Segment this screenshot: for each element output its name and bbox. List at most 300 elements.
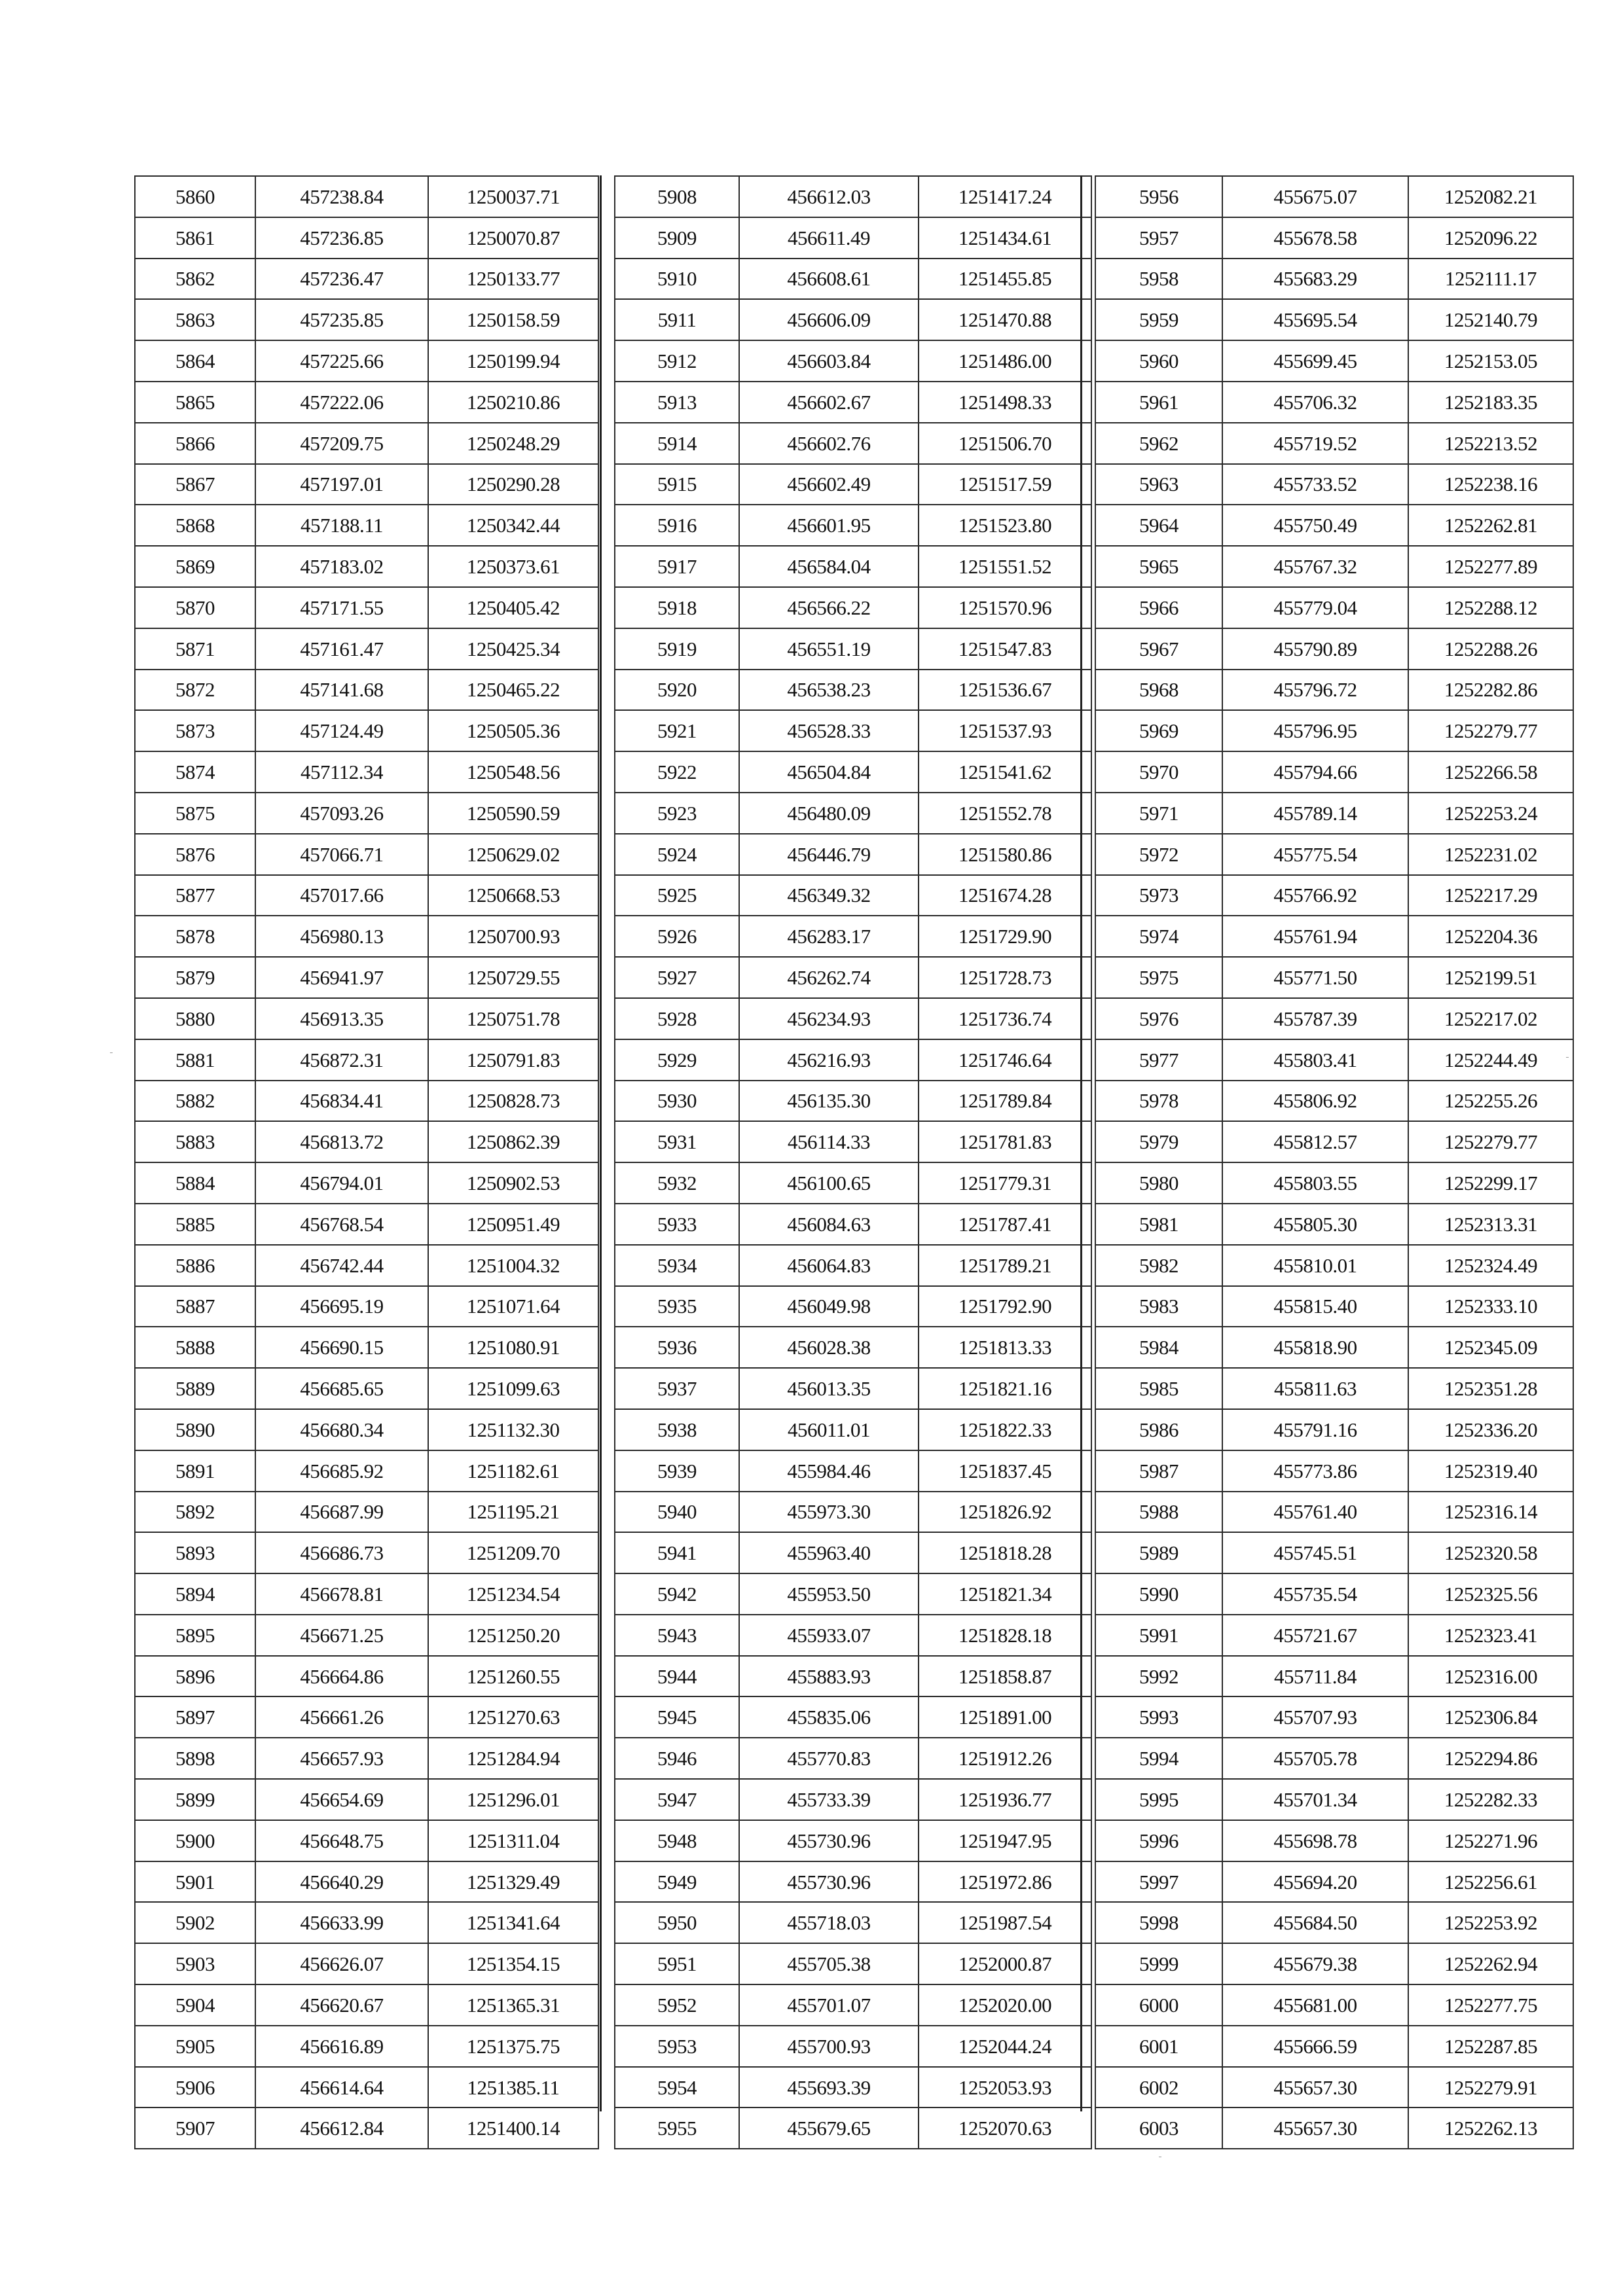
point-id-cell: 6003 xyxy=(1095,2108,1222,2149)
point-id-cell: 5986 xyxy=(1095,1409,1222,1450)
x-coordinate-cell: 456349.32 xyxy=(739,875,919,916)
table-row xyxy=(615,751,1091,793)
y-coordinate-cell: 1252313.31 xyxy=(1408,1204,1573,1245)
y-coordinate-cell: 1252294.86 xyxy=(1408,1738,1573,1779)
point-id-cell: 5947 xyxy=(615,1779,739,1820)
table-row xyxy=(1095,1450,1573,1492)
table-row xyxy=(135,628,598,670)
point-id-cell: 5972 xyxy=(1095,834,1222,875)
point-id-cell: 5952 xyxy=(615,1984,739,2026)
point-id-cell: 5864 xyxy=(135,340,255,382)
x-coordinate-cell: 455779.04 xyxy=(1222,587,1408,628)
table-row xyxy=(615,587,1091,628)
table-row xyxy=(1095,1204,1573,1245)
table-row xyxy=(135,1081,598,1122)
point-id-cell: 5923 xyxy=(615,793,739,834)
y-coordinate-cell: 1251234.54 xyxy=(428,1573,598,1615)
point-id-cell: 5906 xyxy=(135,2067,255,2108)
x-coordinate-cell: 456064.83 xyxy=(739,1245,919,1286)
point-id-cell: 5998 xyxy=(1095,1902,1222,1943)
coordinate-table-block-1 xyxy=(134,175,599,2149)
y-coordinate-cell: 1250037.71 xyxy=(428,176,598,217)
y-coordinate-cell: 1251781.83 xyxy=(919,1121,1091,1162)
table-row xyxy=(135,382,598,423)
y-coordinate-cell: 1252319.40 xyxy=(1408,1450,1573,1492)
table-row xyxy=(135,1409,598,1450)
point-id-cell: 5937 xyxy=(615,1368,739,1409)
table-row xyxy=(615,423,1091,464)
table-row xyxy=(135,1204,598,1245)
y-coordinate-cell: 1251341.64 xyxy=(428,1902,598,1943)
y-coordinate-cell: 1252279.77 xyxy=(1408,710,1573,751)
point-id-cell: 5895 xyxy=(135,1615,255,1656)
point-id-cell: 5992 xyxy=(1095,1656,1222,1697)
point-id-cell: 5876 xyxy=(135,834,255,875)
y-coordinate-cell: 1251822.33 xyxy=(919,1409,1091,1450)
x-coordinate-cell: 455678.58 xyxy=(1222,217,1408,259)
y-coordinate-cell: 1252351.28 xyxy=(1408,1368,1573,1409)
point-id-cell: 5865 xyxy=(135,382,255,423)
y-coordinate-cell: 1252070.63 xyxy=(919,2108,1091,2149)
y-coordinate-cell: 1252345.09 xyxy=(1408,1327,1573,1368)
x-coordinate-cell: 455803.55 xyxy=(1222,1162,1408,1204)
y-coordinate-cell: 1252316.14 xyxy=(1408,1492,1573,1533)
x-coordinate-cell: 455657.30 xyxy=(1222,2108,1408,2149)
y-coordinate-cell: 1251551.52 xyxy=(919,546,1091,587)
x-coordinate-cell: 456100.65 xyxy=(739,1162,919,1204)
y-coordinate-cell: 1251547.83 xyxy=(919,628,1091,670)
coordinate-table-block-3 xyxy=(1095,175,1574,2149)
point-id-cell: 5997 xyxy=(1095,1861,1222,1903)
point-id-cell: 5991 xyxy=(1095,1615,1222,1656)
x-coordinate-cell: 456608.61 xyxy=(739,259,919,300)
x-coordinate-cell: 455787.39 xyxy=(1222,998,1408,1039)
table-row xyxy=(135,1696,598,1738)
y-coordinate-cell: 1250590.59 xyxy=(428,793,598,834)
table-row xyxy=(135,1492,598,1533)
x-coordinate-cell: 455700.93 xyxy=(739,2026,919,2067)
x-coordinate-cell: 456114.33 xyxy=(739,1121,919,1162)
point-id-cell: 5931 xyxy=(615,1121,739,1162)
point-id-cell: 5863 xyxy=(135,299,255,340)
table-row xyxy=(135,1121,598,1162)
x-coordinate-cell: 455694.20 xyxy=(1222,1861,1408,1903)
table-row xyxy=(615,1861,1091,1903)
point-id-cell: 5940 xyxy=(615,1492,739,1533)
y-coordinate-cell: 1250342.44 xyxy=(428,505,598,546)
table-row xyxy=(1095,1327,1573,1368)
y-coordinate-cell: 1252020.00 xyxy=(919,1984,1091,2026)
x-coordinate-cell: 455806.92 xyxy=(1222,1081,1408,1122)
table-row xyxy=(135,793,598,834)
table-row xyxy=(135,340,598,382)
y-coordinate-cell: 1251789.84 xyxy=(919,1081,1091,1122)
x-coordinate-cell: 455773.86 xyxy=(1222,1450,1408,1492)
point-id-cell: 5982 xyxy=(1095,1245,1222,1286)
y-coordinate-cell: 1251434.61 xyxy=(919,217,1091,259)
y-coordinate-cell: 1251080.91 xyxy=(428,1327,598,1368)
x-coordinate-cell: 456504.84 xyxy=(739,751,919,793)
table-row xyxy=(1095,1245,1573,1286)
x-coordinate-cell: 456538.23 xyxy=(739,670,919,711)
table-row xyxy=(1095,751,1573,793)
point-id-cell: 5874 xyxy=(135,751,255,793)
point-id-cell: 5959 xyxy=(1095,299,1222,340)
y-coordinate-cell: 1251813.33 xyxy=(919,1327,1091,1368)
x-coordinate-cell: 456680.34 xyxy=(255,1409,428,1450)
x-coordinate-cell: 455933.07 xyxy=(739,1615,919,1656)
y-coordinate-cell: 1252282.86 xyxy=(1408,670,1573,711)
point-id-cell: 5996 xyxy=(1095,1820,1222,1861)
table-row xyxy=(135,1162,598,1204)
x-coordinate-cell: 455735.54 xyxy=(1222,1573,1408,1615)
x-coordinate-cell: 456686.73 xyxy=(255,1532,428,1573)
x-coordinate-cell: 456794.01 xyxy=(255,1162,428,1204)
table-row xyxy=(1095,340,1573,382)
x-coordinate-cell: 457161.47 xyxy=(255,628,428,670)
table-row xyxy=(135,751,598,793)
table-row xyxy=(1095,834,1573,875)
table-row xyxy=(615,628,1091,670)
table-row xyxy=(1095,2067,1573,2108)
y-coordinate-cell: 1251250.20 xyxy=(428,1615,598,1656)
point-id-cell: 5892 xyxy=(135,1492,255,1533)
x-coordinate-cell: 455835.06 xyxy=(739,1696,919,1738)
point-id-cell: 5962 xyxy=(1095,423,1222,464)
y-coordinate-cell: 1250425.34 xyxy=(428,628,598,670)
y-coordinate-cell: 1251792.90 xyxy=(919,1286,1091,1327)
point-id-cell: 5979 xyxy=(1095,1121,1222,1162)
y-coordinate-cell: 1251004.32 xyxy=(428,1245,598,1286)
point-id-cell: 5930 xyxy=(615,1081,739,1122)
point-id-cell: 5976 xyxy=(1095,998,1222,1039)
y-coordinate-cell: 1251828.18 xyxy=(919,1615,1091,1656)
table-row xyxy=(615,1984,1091,2026)
point-id-cell: 5922 xyxy=(615,751,739,793)
point-id-cell: 5903 xyxy=(135,1943,255,1984)
table-row xyxy=(1095,1615,1573,1656)
x-coordinate-cell: 457238.84 xyxy=(255,176,428,217)
x-coordinate-cell: 455681.00 xyxy=(1222,1984,1408,2026)
point-id-cell: 5965 xyxy=(1095,546,1222,587)
y-coordinate-cell: 1252111.17 xyxy=(1408,259,1573,300)
table-row xyxy=(615,957,1091,998)
y-coordinate-cell: 1251498.33 xyxy=(919,382,1091,423)
table-row xyxy=(615,1286,1091,1327)
y-coordinate-cell: 1252082.21 xyxy=(1408,176,1573,217)
point-id-cell: 5884 xyxy=(135,1162,255,1204)
y-coordinate-cell: 1251537.93 xyxy=(919,710,1091,751)
point-id-cell: 5891 xyxy=(135,1450,255,1492)
point-id-cell: 5966 xyxy=(1095,587,1222,628)
table-row xyxy=(135,1615,598,1656)
table-row xyxy=(135,1656,598,1697)
point-id-cell: 5977 xyxy=(1095,1039,1222,1081)
y-coordinate-cell: 1251455.85 xyxy=(919,259,1091,300)
x-coordinate-cell: 455705.38 xyxy=(739,1943,919,1984)
point-id-cell: 5968 xyxy=(1095,670,1222,711)
x-coordinate-cell: 456135.30 xyxy=(739,1081,919,1122)
x-coordinate-cell: 455818.90 xyxy=(1222,1327,1408,1368)
x-coordinate-cell: 456584.04 xyxy=(739,546,919,587)
table-row xyxy=(135,710,598,751)
table-row xyxy=(615,217,1091,259)
point-id-cell: 5887 xyxy=(135,1286,255,1327)
table-row xyxy=(1095,1532,1573,1573)
y-coordinate-cell: 1251570.96 xyxy=(919,587,1091,628)
x-coordinate-cell: 456657.93 xyxy=(255,1738,428,1779)
point-id-cell: 5941 xyxy=(615,1532,739,1573)
table-row xyxy=(615,1492,1091,1533)
y-coordinate-cell: 1251541.62 xyxy=(919,751,1091,793)
x-coordinate-cell: 457124.49 xyxy=(255,710,428,751)
point-id-cell: 5932 xyxy=(615,1162,739,1204)
point-id-cell: 5899 xyxy=(135,1779,255,1820)
x-coordinate-cell: 455973.30 xyxy=(739,1492,919,1533)
table-row xyxy=(615,834,1091,875)
table-row xyxy=(135,1943,598,1984)
y-coordinate-cell: 1251296.01 xyxy=(428,1779,598,1820)
x-coordinate-cell: 455730.96 xyxy=(739,1861,919,1903)
table-row xyxy=(615,1615,1091,1656)
point-id-cell: 5870 xyxy=(135,587,255,628)
x-coordinate-cell: 456626.07 xyxy=(255,1943,428,1984)
x-coordinate-cell: 455796.72 xyxy=(1222,670,1408,711)
point-id-cell: 5901 xyxy=(135,1861,255,1903)
point-id-cell: 5944 xyxy=(615,1656,739,1697)
x-coordinate-cell: 457183.02 xyxy=(255,546,428,587)
x-coordinate-cell: 455771.50 xyxy=(1222,957,1408,998)
x-coordinate-cell: 457188.11 xyxy=(255,505,428,546)
table-row xyxy=(1095,1081,1573,1122)
x-coordinate-cell: 455805.30 xyxy=(1222,1204,1408,1245)
x-coordinate-cell: 456872.31 xyxy=(255,1039,428,1081)
y-coordinate-cell: 1251270.63 xyxy=(428,1696,598,1738)
point-id-cell: 5868 xyxy=(135,505,255,546)
y-coordinate-cell: 1252140.79 xyxy=(1408,299,1573,340)
point-id-cell: 5960 xyxy=(1095,340,1222,382)
table-row xyxy=(615,176,1091,217)
y-coordinate-cell: 1251912.26 xyxy=(919,1738,1091,1779)
point-id-cell: 5881 xyxy=(135,1039,255,1081)
y-coordinate-cell: 1251728.73 xyxy=(919,957,1091,998)
y-coordinate-cell: 1252183.35 xyxy=(1408,382,1573,423)
y-coordinate-cell: 1251071.64 xyxy=(428,1286,598,1327)
y-coordinate-cell: 1251209.70 xyxy=(428,1532,598,1573)
point-id-cell: 5928 xyxy=(615,998,739,1039)
x-coordinate-cell: 455750.49 xyxy=(1222,505,1408,546)
x-coordinate-cell: 455791.16 xyxy=(1222,1409,1408,1450)
x-coordinate-cell: 455733.52 xyxy=(1222,464,1408,505)
y-coordinate-cell: 1251674.28 xyxy=(919,875,1091,916)
table-row xyxy=(135,546,598,587)
point-id-cell: 5869 xyxy=(135,546,255,587)
x-coordinate-cell: 455701.07 xyxy=(739,1984,919,2026)
x-coordinate-cell: 456049.98 xyxy=(739,1286,919,1327)
table-row xyxy=(1095,1286,1573,1327)
y-coordinate-cell: 1251987.54 xyxy=(919,1902,1091,1943)
point-id-cell: 5905 xyxy=(135,2026,255,2067)
table-row xyxy=(1095,710,1573,751)
y-coordinate-cell: 1252053.93 xyxy=(919,2067,1091,2108)
table-row xyxy=(1095,1409,1573,1450)
point-id-cell: 5949 xyxy=(615,1861,739,1903)
x-coordinate-cell: 455775.54 xyxy=(1222,834,1408,875)
y-coordinate-cell: 1252320.58 xyxy=(1408,1532,1573,1573)
x-coordinate-cell: 456283.17 xyxy=(739,916,919,957)
point-id-cell: 5860 xyxy=(135,176,255,217)
point-id-cell: 5939 xyxy=(615,1450,739,1492)
point-id-cell: 5989 xyxy=(1095,1532,1222,1573)
y-coordinate-cell: 1252262.81 xyxy=(1408,505,1573,546)
table-row xyxy=(1095,423,1573,464)
point-id-cell: 5916 xyxy=(615,505,739,546)
y-coordinate-cell: 1251818.28 xyxy=(919,1532,1091,1573)
table-row xyxy=(1095,1861,1573,1903)
table-row xyxy=(615,2026,1091,2067)
y-coordinate-cell: 1252244.49 xyxy=(1408,1039,1573,1081)
column-divider xyxy=(1080,175,1082,2111)
x-coordinate-cell: 455698.78 xyxy=(1222,1820,1408,1861)
y-coordinate-cell: 1251260.55 xyxy=(428,1656,598,1697)
table-row xyxy=(615,875,1091,916)
y-coordinate-cell: 1251375.75 xyxy=(428,2026,598,2067)
x-coordinate-cell: 456685.92 xyxy=(255,1450,428,1492)
x-coordinate-cell: 455721.67 xyxy=(1222,1615,1408,1656)
x-coordinate-cell: 455953.50 xyxy=(739,1573,919,1615)
point-id-cell: 5871 xyxy=(135,628,255,670)
point-id-cell: 6000 xyxy=(1095,1984,1222,2026)
table-row xyxy=(1095,628,1573,670)
table-row xyxy=(135,1779,598,1820)
table-row xyxy=(135,834,598,875)
table-row xyxy=(615,670,1091,711)
y-coordinate-cell: 1252279.91 xyxy=(1408,2067,1573,2108)
x-coordinate-cell: 455701.34 xyxy=(1222,1779,1408,1820)
point-id-cell: 5935 xyxy=(615,1286,739,1327)
point-id-cell: 5907 xyxy=(135,2108,255,2149)
y-coordinate-cell: 1250133.77 xyxy=(428,259,598,300)
x-coordinate-cell: 455811.63 xyxy=(1222,1368,1408,1409)
table-row xyxy=(1095,1121,1573,1162)
point-id-cell: 5877 xyxy=(135,875,255,916)
y-coordinate-cell: 1251736.74 xyxy=(919,998,1091,1039)
x-coordinate-cell: 456611.49 xyxy=(739,217,919,259)
point-id-cell: 5885 xyxy=(135,1204,255,1245)
point-id-cell: 5995 xyxy=(1095,1779,1222,1820)
y-coordinate-cell: 1251365.31 xyxy=(428,1984,598,2026)
y-coordinate-cell: 1252277.89 xyxy=(1408,546,1573,587)
point-id-cell: 6001 xyxy=(1095,2026,1222,2067)
x-coordinate-cell: 456685.65 xyxy=(255,1368,428,1409)
table-row xyxy=(1095,464,1573,505)
table-row xyxy=(615,1450,1091,1492)
y-coordinate-cell: 1252299.17 xyxy=(1408,1162,1573,1204)
x-coordinate-cell: 456480.09 xyxy=(739,793,919,834)
table-row xyxy=(1095,2108,1573,2149)
table-row xyxy=(615,1204,1091,1245)
table-row xyxy=(135,875,598,916)
point-id-cell: 5999 xyxy=(1095,1943,1222,1984)
table-row xyxy=(1095,1943,1573,1984)
y-coordinate-cell: 1251821.16 xyxy=(919,1368,1091,1409)
y-coordinate-cell: 1251821.34 xyxy=(919,1573,1091,1615)
y-coordinate-cell: 1252231.02 xyxy=(1408,834,1573,875)
point-id-cell: 5890 xyxy=(135,1409,255,1450)
table-row xyxy=(135,1532,598,1573)
table-row xyxy=(135,2108,598,2149)
point-id-cell: 5967 xyxy=(1095,628,1222,670)
x-coordinate-cell: 456648.75 xyxy=(255,1820,428,1861)
y-coordinate-cell: 1252288.26 xyxy=(1408,628,1573,670)
table-row xyxy=(1095,1368,1573,1409)
y-coordinate-cell: 1252324.49 xyxy=(1408,1245,1573,1286)
column-divider xyxy=(600,175,602,2111)
table-row xyxy=(135,998,598,1039)
x-coordinate-cell: 456614.64 xyxy=(255,2067,428,2108)
point-id-cell: 5889 xyxy=(135,1368,255,1409)
x-coordinate-cell: 456262.74 xyxy=(739,957,919,998)
point-id-cell: 5912 xyxy=(615,340,739,382)
y-coordinate-cell: 1250548.56 xyxy=(428,751,598,793)
point-id-cell: 5980 xyxy=(1095,1162,1222,1204)
y-coordinate-cell: 1251787.41 xyxy=(919,1204,1091,1245)
x-coordinate-cell: 455683.29 xyxy=(1222,259,1408,300)
point-id-cell: 5925 xyxy=(615,875,739,916)
point-id-cell: 5878 xyxy=(135,916,255,957)
y-coordinate-cell: 1252217.02 xyxy=(1408,998,1573,1039)
table-row xyxy=(615,1738,1091,1779)
table-row xyxy=(1095,382,1573,423)
x-coordinate-cell: 456612.03 xyxy=(739,176,919,217)
point-id-cell: 5958 xyxy=(1095,259,1222,300)
table-row xyxy=(135,464,598,505)
x-coordinate-cell: 455883.93 xyxy=(739,1656,919,1697)
point-id-cell: 5913 xyxy=(615,382,739,423)
x-coordinate-cell: 456084.63 xyxy=(739,1204,919,1245)
point-id-cell: 5983 xyxy=(1095,1286,1222,1327)
point-id-cell: 5938 xyxy=(615,1409,739,1450)
x-coordinate-cell: 455675.07 xyxy=(1222,176,1408,217)
table-row xyxy=(135,176,598,217)
point-id-cell: 5883 xyxy=(135,1121,255,1162)
point-id-cell: 5942 xyxy=(615,1573,739,1615)
y-coordinate-cell: 1251729.90 xyxy=(919,916,1091,957)
table-row xyxy=(615,505,1091,546)
x-coordinate-cell: 456602.67 xyxy=(739,382,919,423)
table-row xyxy=(135,1984,598,2026)
x-coordinate-cell: 455706.32 xyxy=(1222,382,1408,423)
point-id-cell: 5909 xyxy=(615,217,739,259)
table-row xyxy=(1095,1902,1573,1943)
x-coordinate-cell: 455745.51 xyxy=(1222,1532,1408,1573)
x-coordinate-cell: 455733.39 xyxy=(739,1779,919,1820)
y-coordinate-cell: 1252153.05 xyxy=(1408,340,1573,382)
point-id-cell: 5866 xyxy=(135,423,255,464)
x-coordinate-cell: 457066.71 xyxy=(255,834,428,875)
table-row xyxy=(615,1943,1091,1984)
y-coordinate-cell: 1252325.56 xyxy=(1408,1573,1573,1615)
point-id-cell: 5897 xyxy=(135,1696,255,1738)
table-row xyxy=(1095,916,1573,957)
y-coordinate-cell: 1251947.95 xyxy=(919,1820,1091,1861)
point-id-cell: 5978 xyxy=(1095,1081,1222,1122)
point-id-cell: 5904 xyxy=(135,1984,255,2026)
x-coordinate-cell: 456446.79 xyxy=(739,834,919,875)
x-coordinate-cell: 456640.29 xyxy=(255,1861,428,1903)
table-row xyxy=(135,957,598,998)
point-id-cell: 5970 xyxy=(1095,751,1222,793)
